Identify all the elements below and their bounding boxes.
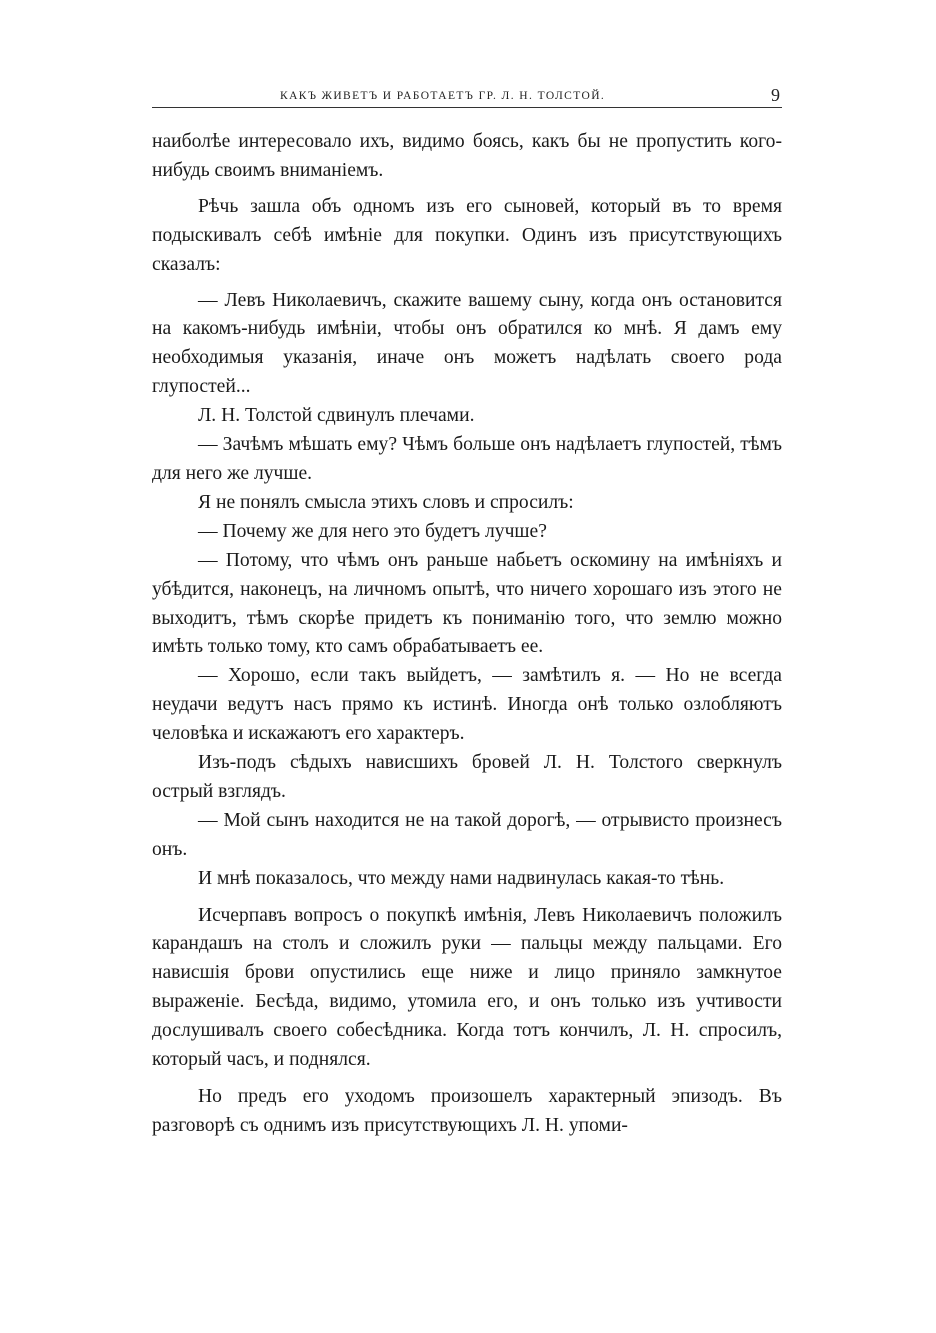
paragraph: — Левъ Николаевичъ, скажите вашему сыну, когда онъ остановится на какомъ-нибудь имѣніи, чтобы онъ обратился ко мнѣ. Я дамъ ему необходимыя указанія, иначе онъ можетъ надѣлать своего рода глупостей... (152, 289, 782, 398)
paragraph: Л. Н. Толстой сдвинулъ плечами. (198, 405, 475, 427)
paragraph: — Мой сынъ находится не на такой дорогѣ, — отрывисто произнесъ онъ. (152, 809, 782, 860)
page-number: 9 (771, 85, 780, 105)
running-title: КАКЪ ЖИВЕТЪ И РАБОТАЕТЪ ГР. Л. Н. ТОЛСТОЙ. (280, 90, 606, 102)
paragraph: Рѣчь зашла объ одномъ изъ его сыновей, который въ то время подыскивалъ себѣ имѣніе для покупки. Одинъ изъ присутствующихъ сказалъ: (152, 195, 782, 275)
paragraph: — Почему же для него это будетъ лучше? (198, 520, 547, 542)
body-text (152, 128, 782, 1141)
paragraph: Но предъ его уходомъ произошелъ характерный эпизодъ. Въ разговорѣ съ однимъ изъ присутствующихъ Л. Н. упоми- (152, 1086, 782, 1136)
paragraph: наиболѣе интересовало ихъ, видимо боясь, какъ бы не пропустить кого-нибудь своимъ вниманіемъ. (152, 131, 782, 181)
paragraph: — Потому, что чѣмъ онъ раньше набьетъ оскомину на имѣніяхъ и убѣдится, наконецъ, на личномъ опытѣ, что ничего хорошаго изъ этого не выходитъ, тѣмъ скорѣе придетъ къ пониманію того, что землю можно имѣть только тому, кто самъ обрабатываетъ ее. (152, 549, 782, 658)
header-rule (152, 107, 782, 108)
paragraph: Изъ-подъ сѣдыхъ нависшихъ бровей Л. Н. Толстого сверкнулъ острый взглядъ. (152, 752, 782, 802)
paragraph: — Хорошо, если такъ выйдетъ, — замѣтилъ я. — Но не всегда неудачи ведутъ насъ прямо къ истинѣ. Иногда онѣ только озлобляютъ человѣка и искажаютъ его характеръ. (152, 665, 782, 745)
running-head (152, 86, 782, 108)
paragraph: И мнѣ показалось, что между нами надвинулась какая-то тѣнь. (198, 867, 725, 889)
paragraph: Я не понялъ смысла этихъ словъ и спросилъ: (198, 491, 574, 513)
paragraph: — Зачѣмъ мѣшать ему? Чѣмъ больше онъ надѣлаетъ глупостей, тѣмъ для него же лучше. (152, 434, 782, 484)
paragraph: Исчерпавъ вопросъ о покупкѣ имѣнія, Левъ Николаевичъ положилъ карандашъ на столъ и сложилъ руки — пальцы между пальцами. Его нависшія брови опустились еще ниже и лицо приняло замкнутое выраженіе. Бесѣда, видимо, утомила его, и онъ только изъ учтивости дослушивалъ своего собесѣдника. Когда тотъ кончилъ, Л. Н. спросилъ, который часъ, и поднялся. (152, 904, 782, 1071)
